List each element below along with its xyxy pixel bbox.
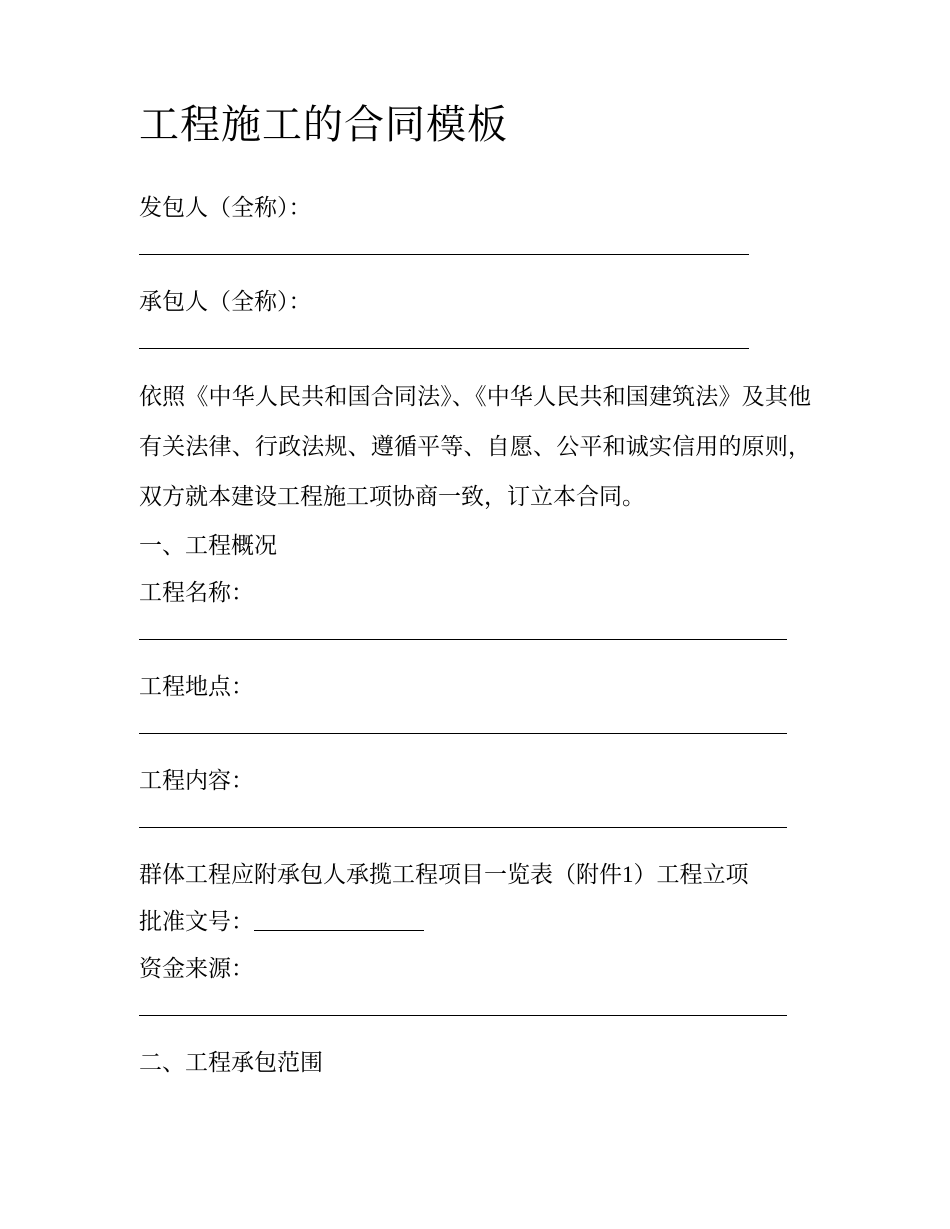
project-location-label: 工程地点： xyxy=(139,674,254,699)
employer-blank-line-stroke xyxy=(139,254,749,255)
project-name-label: 工程名称： xyxy=(139,580,254,605)
funding-source-blank-line xyxy=(139,992,811,1039)
preamble-paragraph: 依照《中华人民共和国合同法》、《中华人民共和国建筑法》及其他有关法律、行政法规、遵循平等、自愿、公平和诚实信用的原则，双方就本建设工程施工项协商一致，订立本合同。 xyxy=(139,384,811,509)
document-body xyxy=(139,100,811,1086)
page-title: 工程施工的合同模板 xyxy=(139,102,508,148)
contractor-label: 承包人（全称）： xyxy=(139,289,312,314)
employer-blank-line xyxy=(139,231,811,278)
approval-document-number-field[interactable] xyxy=(254,910,424,931)
document-blocks xyxy=(139,184,811,1086)
project-name-blank-line-stroke xyxy=(139,639,787,640)
project-content-blank-line-stroke xyxy=(139,827,787,828)
project-location-blank-line xyxy=(139,710,811,757)
approval-document-number-label: 批准文号： xyxy=(139,909,254,934)
funding-source-blank-line-stroke xyxy=(139,1015,787,1016)
project-name-blank-line xyxy=(139,616,811,663)
contractor-blank-line-stroke xyxy=(139,348,749,349)
approval-document-number xyxy=(139,898,811,945)
project-content-blank-line xyxy=(139,804,811,851)
project-location-blank-line-stroke xyxy=(139,733,787,734)
employer-label: 发包人（全称）： xyxy=(139,195,312,220)
contractor-blank-line xyxy=(139,325,811,372)
section-two-heading: 二、工程承包范围 xyxy=(139,1050,323,1075)
section-one-heading: 一、工程概况 xyxy=(139,533,277,558)
project-content-label: 工程内容： xyxy=(139,768,254,793)
funding-source-label: 资金来源： xyxy=(139,956,254,981)
group-project-note: 群体工程应附承包人承揽工程项目一览表（附件1）工程立项 xyxy=(139,862,749,887)
